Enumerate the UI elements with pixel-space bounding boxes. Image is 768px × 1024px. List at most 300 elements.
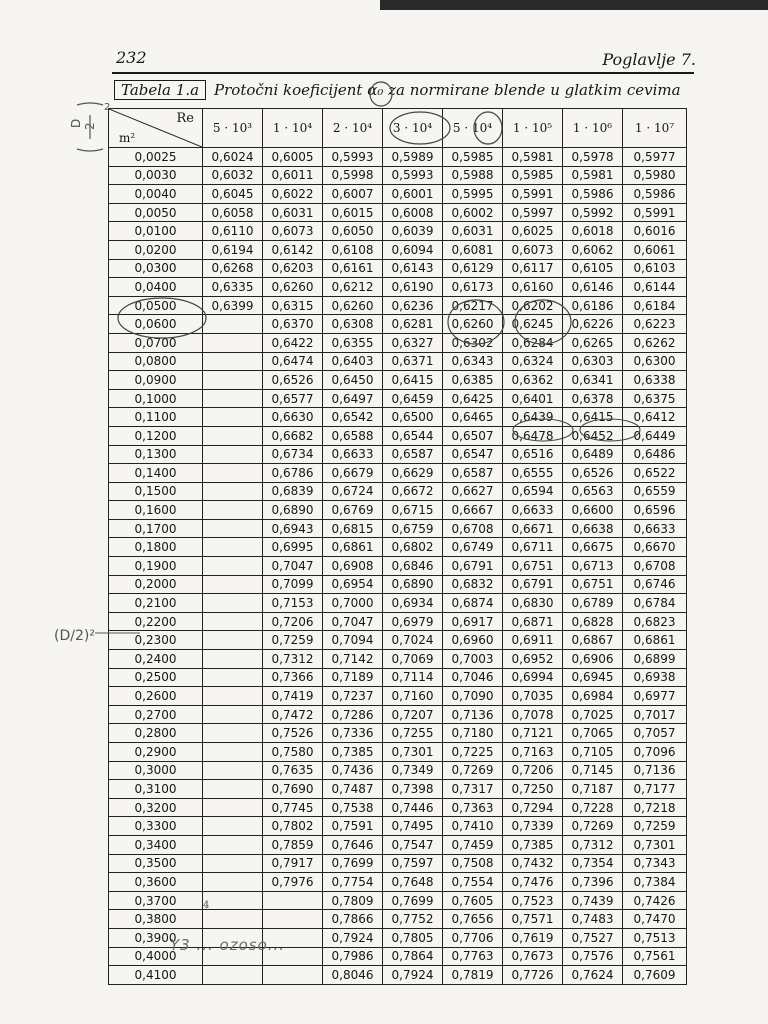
row-label-cell: 0,2000	[109, 575, 203, 594]
table-row	[109, 389, 687, 408]
value-cell: 0,6245	[503, 315, 563, 334]
value-cell: 0,6143	[383, 259, 443, 278]
value-cell: 0,6011	[263, 166, 323, 185]
value-cell	[203, 724, 263, 743]
row-label-cell: 0,3400	[109, 835, 203, 854]
value-cell: 0,7396	[563, 873, 623, 892]
value-cell: 0,6449	[623, 426, 687, 445]
column-header-7: 1 · 10⁷	[623, 109, 687, 148]
table-row	[109, 222, 687, 241]
value-cell	[203, 668, 263, 687]
value-cell: 0,7105	[563, 743, 623, 762]
column-header-0: 5 · 10³	[203, 109, 263, 148]
value-cell: 0,6341	[563, 371, 623, 390]
row-label-cell: 0,1000	[109, 389, 203, 408]
column-header-3: 3 · 10⁴	[383, 109, 443, 148]
value-cell: 0,6830	[503, 594, 563, 613]
value-cell: 0,7259	[263, 631, 323, 650]
value-cell: 0,6217	[443, 296, 503, 315]
value-cell: 0,7624	[563, 966, 623, 985]
value-cell: 0,6016	[623, 222, 687, 241]
value-cell: 0,6672	[383, 482, 443, 501]
value-cell	[203, 873, 263, 892]
value-cell: 0,7591	[323, 817, 383, 836]
value-cell: 0,6385	[443, 371, 503, 390]
row-label-cell: 0,1100	[109, 408, 203, 427]
value-cell: 0,7432	[503, 854, 563, 873]
value-cell: 0,6343	[443, 352, 503, 371]
value-cell: 0,7343	[623, 854, 687, 873]
table-row	[109, 240, 687, 259]
value-cell: 0,7385	[503, 835, 563, 854]
value-cell: 0,5977	[623, 148, 687, 167]
value-cell: 0,6161	[323, 259, 383, 278]
table-row	[109, 650, 687, 669]
value-cell: 0,7809	[323, 891, 383, 910]
value-cell: 0,6425	[443, 389, 503, 408]
value-cell: 0,7646	[323, 835, 383, 854]
value-cell: 0,7187	[563, 780, 623, 799]
coefficient-table	[108, 108, 687, 985]
value-cell: 0,5998	[323, 166, 383, 185]
value-cell: 0,7597	[383, 854, 443, 873]
value-cell: 0,7259	[623, 817, 687, 836]
value-cell: 0,7114	[383, 668, 443, 687]
corner-m2-label: m²	[119, 131, 136, 145]
value-cell: 0,6022	[263, 185, 323, 204]
value-cell: 0,7917	[263, 854, 323, 873]
table-row	[109, 594, 687, 613]
table-row	[109, 557, 687, 576]
value-cell: 0,6465	[443, 408, 503, 427]
table-row	[109, 743, 687, 762]
value-cell: 0,7024	[383, 631, 443, 650]
value-cell: 0,6906	[563, 650, 623, 669]
value-cell: 0,6081	[443, 240, 503, 259]
value-cell: 0,6544	[383, 426, 443, 445]
table-row	[109, 426, 687, 445]
value-cell: 0,6212	[323, 278, 383, 297]
value-cell: 0,6555	[503, 464, 563, 483]
value-cell: 0,7554	[443, 873, 503, 892]
value-cell: 0,7527	[563, 928, 623, 947]
value-cell: 0,6260	[443, 315, 503, 334]
value-cell: 0,6670	[623, 538, 687, 557]
value-cell: 0,7609	[623, 966, 687, 985]
value-cell: 0,7754	[323, 873, 383, 892]
value-cell: 0,7459	[443, 835, 503, 854]
value-cell: 0,7000	[323, 594, 383, 613]
value-cell: 0,6839	[263, 482, 323, 501]
chapter-label: Poglavlje 7.	[602, 50, 696, 69]
value-cell: 0,6600	[563, 501, 623, 520]
value-cell: 0,7017	[623, 705, 687, 724]
header-rule	[112, 72, 694, 74]
value-cell: 0,5989	[383, 148, 443, 167]
value-cell: 0,7206	[263, 612, 323, 631]
value-cell: 0,6708	[623, 557, 687, 576]
value-cell: 0,5985	[503, 166, 563, 185]
handwriting-bottom-note: Y3 ... ozoso...	[170, 936, 286, 954]
value-cell: 0,6024	[203, 148, 263, 167]
value-cell: 0,7866	[323, 910, 383, 929]
row-label-cell: 0,1900	[109, 557, 203, 576]
row-label-cell: 0,0500	[109, 296, 203, 315]
value-cell: 0,7726	[503, 966, 563, 985]
value-cell: 0,6058	[203, 203, 263, 222]
value-cell: 0,7003	[443, 650, 503, 669]
value-cell: 0,7207	[383, 705, 443, 724]
row-label-cell: 0,4100	[109, 966, 203, 985]
value-cell: 0,6759	[383, 519, 443, 538]
value-cell: 0,6025	[503, 222, 563, 241]
value-cell: 0,6596	[623, 501, 687, 520]
table-row	[109, 278, 687, 297]
row-label-cell: 0,0800	[109, 352, 203, 371]
value-cell: 0,6399	[203, 296, 263, 315]
row-label-cell: 0,0700	[109, 333, 203, 352]
value-cell	[203, 482, 263, 501]
value-cell: 0,6062	[563, 240, 623, 259]
row-label-cell: 0,1700	[109, 519, 203, 538]
value-cell: 0,6890	[263, 501, 323, 520]
value-cell	[203, 464, 263, 483]
value-cell: 0,7096	[623, 743, 687, 762]
value-cell: 0,7752	[383, 910, 443, 929]
value-cell: 0,6478	[503, 426, 563, 445]
row-label-cell: 0,0200	[109, 240, 203, 259]
corner-re-label: Re	[176, 111, 194, 126]
value-cell: 0,6890	[383, 575, 443, 594]
value-cell: 0,6005	[263, 148, 323, 167]
scan-edge-shadow	[380, 0, 768, 10]
value-cell: 0,7648	[383, 873, 443, 892]
value-cell: 0,6362	[503, 371, 563, 390]
value-cell: 0,7487	[323, 780, 383, 799]
table-tag: Tabela 1.a	[114, 80, 206, 100]
value-cell: 0,7426	[623, 891, 687, 910]
value-cell: 0,6144	[623, 278, 687, 297]
value-cell: 0,6711	[503, 538, 563, 557]
table-row	[109, 464, 687, 483]
value-cell: 0,6415	[383, 371, 443, 390]
value-cell: 0,6007	[323, 185, 383, 204]
table-row	[109, 891, 687, 910]
value-cell: 0,6073	[503, 240, 563, 259]
value-cell: 0,6823	[623, 612, 687, 631]
value-cell: 0,6073	[263, 222, 323, 241]
value-cell: 0,7924	[323, 928, 383, 947]
value-cell: 0,6786	[263, 464, 323, 483]
row-label-cell: 0,1300	[109, 445, 203, 464]
value-cell: 0,6459	[383, 389, 443, 408]
value-cell: 0,5978	[563, 148, 623, 167]
table-body	[109, 148, 687, 985]
value-cell	[203, 333, 263, 352]
value-cell: 0,6308	[323, 315, 383, 334]
value-cell: 0,6516	[503, 445, 563, 464]
value-cell: 0,7419	[263, 687, 323, 706]
value-cell: 0,6500	[383, 408, 443, 427]
column-header-5: 1 · 10⁵	[503, 109, 563, 148]
value-cell: 0,6355	[323, 333, 383, 352]
value-cell: 0,7656	[443, 910, 503, 929]
value-cell: 0,5995	[443, 185, 503, 204]
value-cell: 0,6542	[323, 408, 383, 427]
value-cell: 0,6899	[623, 650, 687, 669]
row-label-cell: 0,1600	[109, 501, 203, 520]
value-cell	[203, 501, 263, 520]
table-row	[109, 873, 687, 892]
value-cell	[203, 445, 263, 464]
value-cell: 0,7745	[263, 798, 323, 817]
table-row	[109, 148, 687, 167]
value-cell	[203, 371, 263, 390]
table-row	[109, 501, 687, 520]
value-cell	[203, 408, 263, 427]
value-cell: 0,5997	[503, 203, 563, 222]
value-cell: 0,6954	[323, 575, 383, 594]
value-cell: 0,7057	[623, 724, 687, 743]
value-cell: 0,7163	[503, 743, 563, 762]
value-cell: 0,5985	[443, 148, 503, 167]
value-cell: 0,7470	[623, 910, 687, 929]
row-label-cell: 0,1800	[109, 538, 203, 557]
value-cell: 0,7476	[503, 873, 563, 892]
row-label-cell: 0,2400	[109, 650, 203, 669]
value-cell: 0,6587	[383, 445, 443, 464]
value-cell: 0,7312	[563, 835, 623, 854]
value-cell: 0,7228	[563, 798, 623, 817]
value-cell	[203, 835, 263, 854]
table-header-row	[109, 109, 687, 148]
value-cell: 0,6105	[563, 259, 623, 278]
value-cell: 0,6142	[263, 240, 323, 259]
value-cell: 0,6917	[443, 612, 503, 631]
value-cell: 0,5992	[563, 203, 623, 222]
value-cell: 0,6194	[203, 240, 263, 259]
row-label-cell: 0,2900	[109, 743, 203, 762]
value-cell	[203, 687, 263, 706]
row-label-cell: 0,3500	[109, 854, 203, 873]
value-cell: 0,7495	[383, 817, 443, 836]
value-cell: 0,7047	[263, 557, 323, 576]
table-row	[109, 854, 687, 873]
value-cell: 0,6994	[503, 668, 563, 687]
value-cell	[203, 761, 263, 780]
value-cell: 0,6223	[623, 315, 687, 334]
value-cell: 0,7349	[383, 761, 443, 780]
value-cell: 0,7025	[563, 705, 623, 724]
value-cell: 0,6300	[623, 352, 687, 371]
value-cell: 0,7526	[263, 724, 323, 743]
value-cell: 0,7580	[263, 743, 323, 762]
value-cell: 0,5991	[503, 185, 563, 204]
value-cell: 0,6015	[323, 203, 383, 222]
value-cell: 0,6945	[563, 668, 623, 687]
value-cell: 0,7446	[383, 798, 443, 817]
value-cell: 0,6751	[503, 557, 563, 576]
value-cell: 0,5980	[623, 166, 687, 185]
value-cell: 0,6633	[503, 501, 563, 520]
value-cell: 0,6108	[323, 240, 383, 259]
value-cell: 0,6588	[323, 426, 383, 445]
value-cell: 0,7706	[443, 928, 503, 947]
row-label-cell: 0,3900	[109, 928, 203, 947]
value-cell: 0,6265	[563, 333, 623, 352]
value-cell: 0,7690	[263, 780, 323, 799]
value-cell: 0,6867	[563, 631, 623, 650]
value-cell: 0,6749	[443, 538, 503, 557]
value-cell: 0,6995	[263, 538, 323, 557]
value-cell: 0,6638	[563, 519, 623, 538]
value-cell: 0,7065	[563, 724, 623, 743]
value-cell: 0,7619	[503, 928, 563, 947]
value-cell: 0,6338	[623, 371, 687, 390]
value-cell	[203, 426, 263, 445]
value-cell: 0,6682	[263, 426, 323, 445]
value-cell: 0,7336	[323, 724, 383, 743]
table-caption	[114, 80, 704, 102]
value-cell: 0,6335	[203, 278, 263, 297]
table-row	[109, 910, 687, 929]
table-row	[109, 798, 687, 817]
table-row	[109, 445, 687, 464]
row-label-cell: 0,2300	[109, 631, 203, 650]
row-label-cell: 0,1500	[109, 482, 203, 501]
value-cell: 0,6789	[563, 594, 623, 613]
value-cell: 0,6960	[443, 631, 503, 650]
value-cell: 0,5986	[563, 185, 623, 204]
table-row	[109, 315, 687, 334]
fraction-exponent: 2	[104, 102, 111, 113]
value-cell: 0,6281	[383, 315, 443, 334]
value-cell: 0,6045	[203, 185, 263, 204]
value-cell: 0,7035	[503, 687, 563, 706]
value-cell: 0,6117	[503, 259, 563, 278]
value-cell: 0,7099	[263, 575, 323, 594]
value-cell: 0,6630	[263, 408, 323, 427]
table-row	[109, 203, 687, 222]
value-cell: 0,5988	[443, 166, 503, 185]
value-cell: 0,7312	[263, 650, 323, 669]
value-cell: 0,6260	[323, 296, 383, 315]
corner-cell	[109, 109, 203, 148]
table-row	[109, 296, 687, 315]
row-label-cell: 0,3200	[109, 798, 203, 817]
value-cell	[203, 705, 263, 724]
table-row	[109, 408, 687, 427]
row-label-cell: 0,3700	[109, 891, 203, 910]
column-header-4: 5 · 10⁴	[443, 109, 503, 148]
value-cell: 0,7802	[263, 817, 323, 836]
row-label-cell: 0,1200	[109, 426, 203, 445]
value-cell	[203, 538, 263, 557]
table-row	[109, 631, 687, 650]
caption-text: Protočni koeficijent α₀ za normirane blende u glatkim cevima	[214, 81, 681, 99]
value-cell: 0,6403	[323, 352, 383, 371]
value-cell: 0,6260	[263, 278, 323, 297]
value-cell: 0,7354	[563, 854, 623, 873]
value-cell	[263, 910, 323, 929]
value-cell: 0,6746	[623, 575, 687, 594]
value-cell: 0,7294	[503, 798, 563, 817]
value-cell: 0,7561	[623, 947, 687, 966]
value-cell: 0,6370	[263, 315, 323, 334]
row-label-cell: 0,3600	[109, 873, 203, 892]
value-cell: 0,7142	[323, 650, 383, 669]
table-row	[109, 519, 687, 538]
value-cell: 0,7363	[443, 798, 503, 817]
value-cell	[203, 352, 263, 371]
table-row	[109, 166, 687, 185]
value-cell: 0,6984	[563, 687, 623, 706]
value-cell: 0,6815	[323, 519, 383, 538]
value-cell: 0,7301	[383, 743, 443, 762]
table-row	[109, 668, 687, 687]
value-cell	[203, 557, 263, 576]
value-cell: 0,7317	[443, 780, 503, 799]
value-cell: 0,7153	[263, 594, 323, 613]
value-cell: 0,7301	[623, 835, 687, 854]
value-cell	[203, 891, 263, 910]
value-cell: 0,7189	[323, 668, 383, 687]
row-label-cell: 0,0040	[109, 185, 203, 204]
row-label-cell: 0,0030	[109, 166, 203, 185]
value-cell: 0,5981	[563, 166, 623, 185]
value-cell: 0,7250	[503, 780, 563, 799]
value-cell: 0,6861	[623, 631, 687, 650]
value-cell: 0,6371	[383, 352, 443, 371]
value-cell: 0,6474	[263, 352, 323, 371]
value-cell: 0,7605	[443, 891, 503, 910]
value-cell: 0,6236	[383, 296, 443, 315]
value-cell: 0,6146	[563, 278, 623, 297]
value-cell: 0,6018	[563, 222, 623, 241]
value-cell	[263, 966, 323, 985]
value-cell: 0,6375	[623, 389, 687, 408]
value-cell	[263, 891, 323, 910]
value-cell: 0,7366	[263, 668, 323, 687]
table-row	[109, 817, 687, 836]
row-label-cell: 0,1400	[109, 464, 203, 483]
value-cell	[203, 650, 263, 669]
value-cell: 0,7218	[623, 798, 687, 817]
value-cell: 0,6802	[383, 538, 443, 557]
value-cell: 0,6769	[323, 501, 383, 520]
value-cell: 0,7384	[623, 873, 687, 892]
value-cell: 0,6675	[563, 538, 623, 557]
table-row	[109, 482, 687, 501]
value-cell: 0,6186	[563, 296, 623, 315]
value-cell: 0,5991	[623, 203, 687, 222]
value-cell: 0,6751	[563, 575, 623, 594]
value-cell: 0,6724	[323, 482, 383, 501]
value-cell	[203, 780, 263, 799]
row-label-cell: 0,2200	[109, 612, 203, 631]
value-cell: 0,6160	[503, 278, 563, 297]
value-cell: 0,6303	[563, 352, 623, 371]
value-cell: 0,7805	[383, 928, 443, 947]
value-cell: 0,6791	[443, 557, 503, 576]
value-cell: 0,6302	[443, 333, 503, 352]
row-label-cell: 0,2600	[109, 687, 203, 706]
value-cell: 0,6031	[443, 222, 503, 241]
value-cell: 0,6871	[503, 612, 563, 631]
value-cell: 0,6526	[563, 464, 623, 483]
value-cell: 0,6633	[623, 519, 687, 538]
value-cell: 0,6415	[563, 408, 623, 427]
